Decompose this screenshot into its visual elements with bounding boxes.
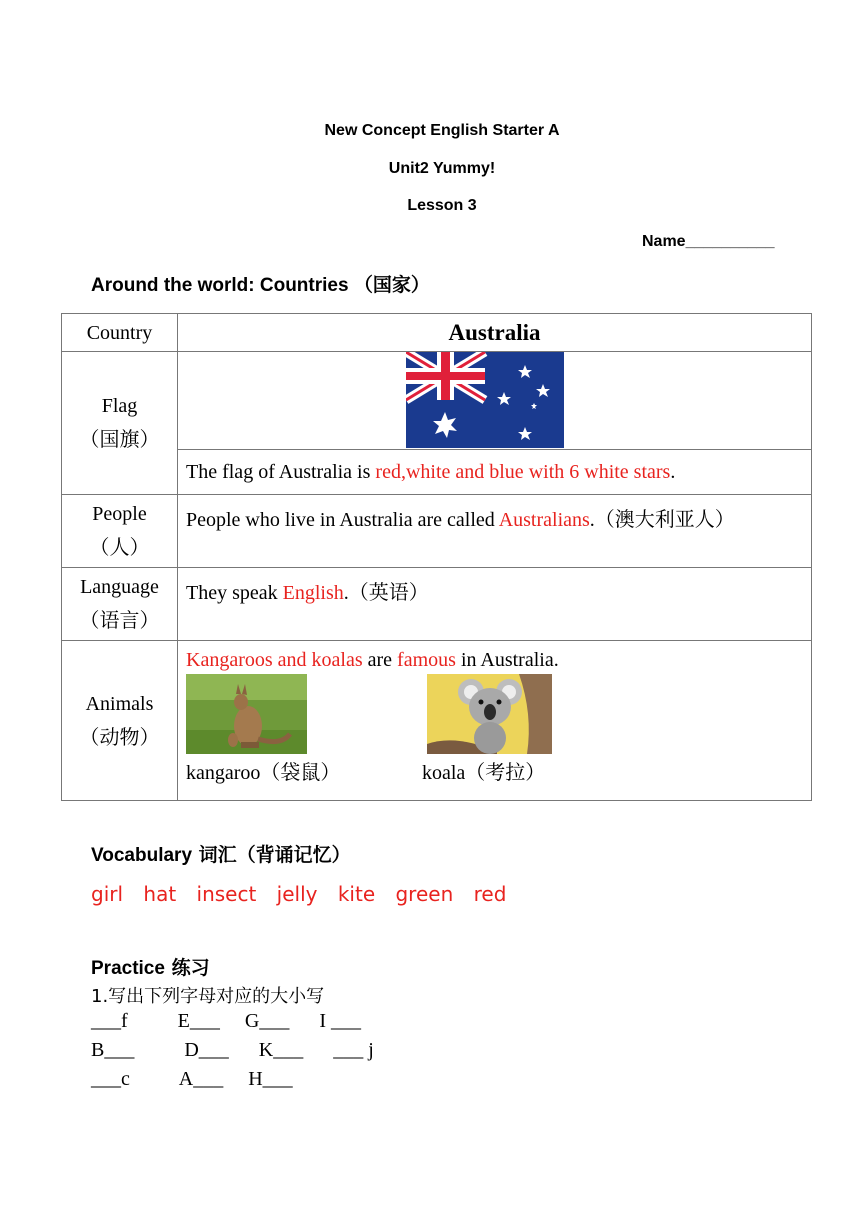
people-sentence-start: People who live in Australia are called <box>186 509 499 531</box>
kangaroo-image <box>186 674 307 754</box>
vocabulary-words: girl hat insect jelly kite green red <box>91 882 507 906</box>
exercise-row-2: B___ D___ K___ ___ j <box>91 1039 374 1061</box>
countries-table <box>61 313 812 801</box>
exercise-row-1: ___f E___ G___ I ___ <box>91 1010 361 1032</box>
language-label-cell <box>62 568 178 641</box>
flag-label-cell <box>62 352 178 495</box>
koala-image <box>427 674 552 754</box>
animals-label-cell <box>62 641 178 801</box>
language-sentence-end: .（英语） <box>343 582 429 604</box>
language-label: Language <box>80 576 159 598</box>
flag-image-cell <box>178 352 812 450</box>
table-row <box>62 495 812 568</box>
language-sentence-start: They speak <box>186 582 283 604</box>
flag-sentence-end: . <box>670 461 676 483</box>
unit-title: Unit2 Yummy! <box>388 160 496 177</box>
animals-label: Animals <box>85 692 154 715</box>
document-title: New Concept English Starter A <box>324 122 560 139</box>
practice-heading <box>91 953 210 980</box>
kangaroo-caption: kangaroo（袋鼠） <box>186 762 341 784</box>
flag-sentence-answer: red,white and blue with 6 white stars <box>375 461 671 483</box>
country-label: Country <box>62 314 178 352</box>
people-label-cn: （人） <box>89 537 150 559</box>
table-row <box>62 568 812 641</box>
exercise-row-3: ___c A___ H___ <box>91 1068 293 1090</box>
flag-sentence-start: The flag of Australia is <box>186 461 376 483</box>
practice-heading-cn: 练习 <box>164 957 210 979</box>
table-row <box>62 352 812 450</box>
lesson-title: Lesson 3 <box>407 197 477 214</box>
vocabulary-heading-en: Vocabulary <box>91 845 193 866</box>
vocabulary-heading-cn: 词汇（背诵记忆） <box>192 844 351 866</box>
practice-heading-en: Practice <box>91 958 165 979</box>
vocabulary-heading <box>91 840 351 867</box>
question-1: 1.写出下列字母对应的大小写 <box>91 986 325 1007</box>
flag-label: Flag <box>101 395 138 417</box>
people-label: People <box>92 503 147 525</box>
language-sentence-answer: English <box>282 582 344 604</box>
section-heading: Around the world: Countries （国家） <box>91 275 430 296</box>
animals-mid: are <box>362 649 398 671</box>
animals-end: in Australia. <box>455 649 559 671</box>
name-field: Name__________ <box>642 233 775 250</box>
language-label-cn: （语言） <box>79 610 160 632</box>
animals-label-cn: （动物） <box>79 726 160 749</box>
australia-flag-image <box>406 352 564 448</box>
table-row <box>62 641 812 801</box>
people-sentence-end: .（澳大利亚人） <box>589 509 735 531</box>
table-row <box>62 314 812 352</box>
country-value: Australia <box>178 314 812 352</box>
people-sentence-answer: Australians <box>498 509 590 531</box>
people-label-cell <box>62 495 178 568</box>
koala-caption: koala（考拉） <box>422 762 546 784</box>
animals-answer-2: famous <box>397 649 456 671</box>
animals-answer-1: Kangaroos and koalas <box>186 649 363 671</box>
flag-label-cn: （国旗） <box>79 429 160 451</box>
